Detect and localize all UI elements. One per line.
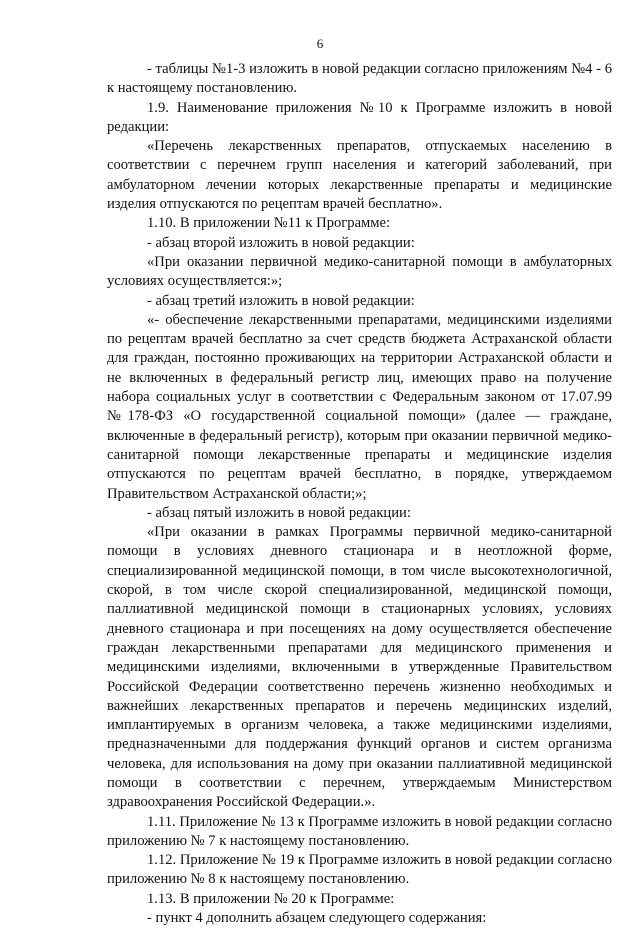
- document-body: [107, 60, 612, 928]
- paragraph-fifth-abzac: - абзац пятый изложить в новой редакции:: [147, 504, 411, 521]
- paragraph-point-4: - пункт 4 дополнить абзацем следующего содержания:: [147, 910, 487, 927]
- paragraph-second-abzac: - абзац второй изложить в новой редакции:: [147, 234, 415, 251]
- paragraph-ambulatory-quote: «При оказании первичной медико-санитарной помощи в амбулаторных условиях осуществляется:»;: [107, 253, 612, 290]
- paragraph-1-9: 1.9. Наименование приложения №10 к Программе изложить в новой редакции:: [107, 99, 612, 135]
- paragraph-1-12: 1.12. Приложение № 19 к Программе изложить в новой редакции согласно приложению № 8 к настоящему постановлению.: [107, 852, 612, 888]
- page-number: 6: [316, 36, 324, 51]
- paragraph-1-10: 1.10. В приложении №11 к Программе:: [147, 215, 391, 232]
- paragraph-tables-1-3: - таблицы №1-3 изложить в новой редакции согласно приложениям №4 - 6 к настоящему постановлению.: [107, 61, 612, 97]
- paragraph-appendix-10-title: «Перечень лекарственных препаратов, отпускаемых населению в соответствии с перечнем групп населения и категорий заболеваний, при амбулаторном лечении которых лекарственные препараты и медицинские изделия отпускаются по рецептам врачей бесплатно».: [107, 138, 612, 213]
- paragraph-third-abzac: - абзац третий изложить в новой редакции:: [147, 292, 415, 309]
- paragraph-program-quote: «При оказании в рамках Программы первичной медико-санитарной помощи в условиях дневного стационара и в неотложной форме, специализированной медицинской помощи, в том числе высокотехнологичной, скорой, в том числе скорой специализированной, медицинской помощи, паллиативной медицинской помощи в стационарных условиях, условиях дневного стационара и при посещениях на дому осуществляется обеспечение граждан лекарственными препаратами для медицинского применения и медицинскими изделиями, включенными в утвержденные Правительством Российской Федерации соответственно перечень жизненно необходимых и важнейших лекарственных препаратов и перечень медицинских изделий, имплантируемых в организм человека, а также медицинскими изделиями, предназначенными для поддержания функций органов и систем организма человека, для использования на дому при оказании паллиативной медицинской помощи в соответствии с перечнем, утверждаемым Министерством здравоохранения Российской Федерации.».: [107, 524, 612, 811]
- paragraph-provision-quote: «- обеспечение лекарственными препаратами, медицинскими изделиями по рецептам врачей бесплатно за счет средств бюджета Астраханской области для граждан, постоянно проживающих на территории Астраханской области и не включенных в федеральный регистр лиц, имеющих право на получение набора социальных услуг в соответствии с Федеральным законом от 17.07.99 №178-ФЗ «О государственной социальной помощи» (далее — граждане, включенные в федеральный регистр), которым при оказании первичной медико-санитарной помощи лекарственные препараты и медицинские изделия отпускаются по рецептам врачей бесплатно, в порядке, утверждаемом Правительством Астраханской области;»;: [107, 311, 612, 502]
- paragraph-1-11: 1.11. Приложение № 13 к Программе изложить в новой редакции согласно приложению № 7 к настоящему постановлению.: [107, 813, 612, 849]
- paragraph-1-13: 1.13. В приложении № 20 к Программе:: [147, 890, 395, 907]
